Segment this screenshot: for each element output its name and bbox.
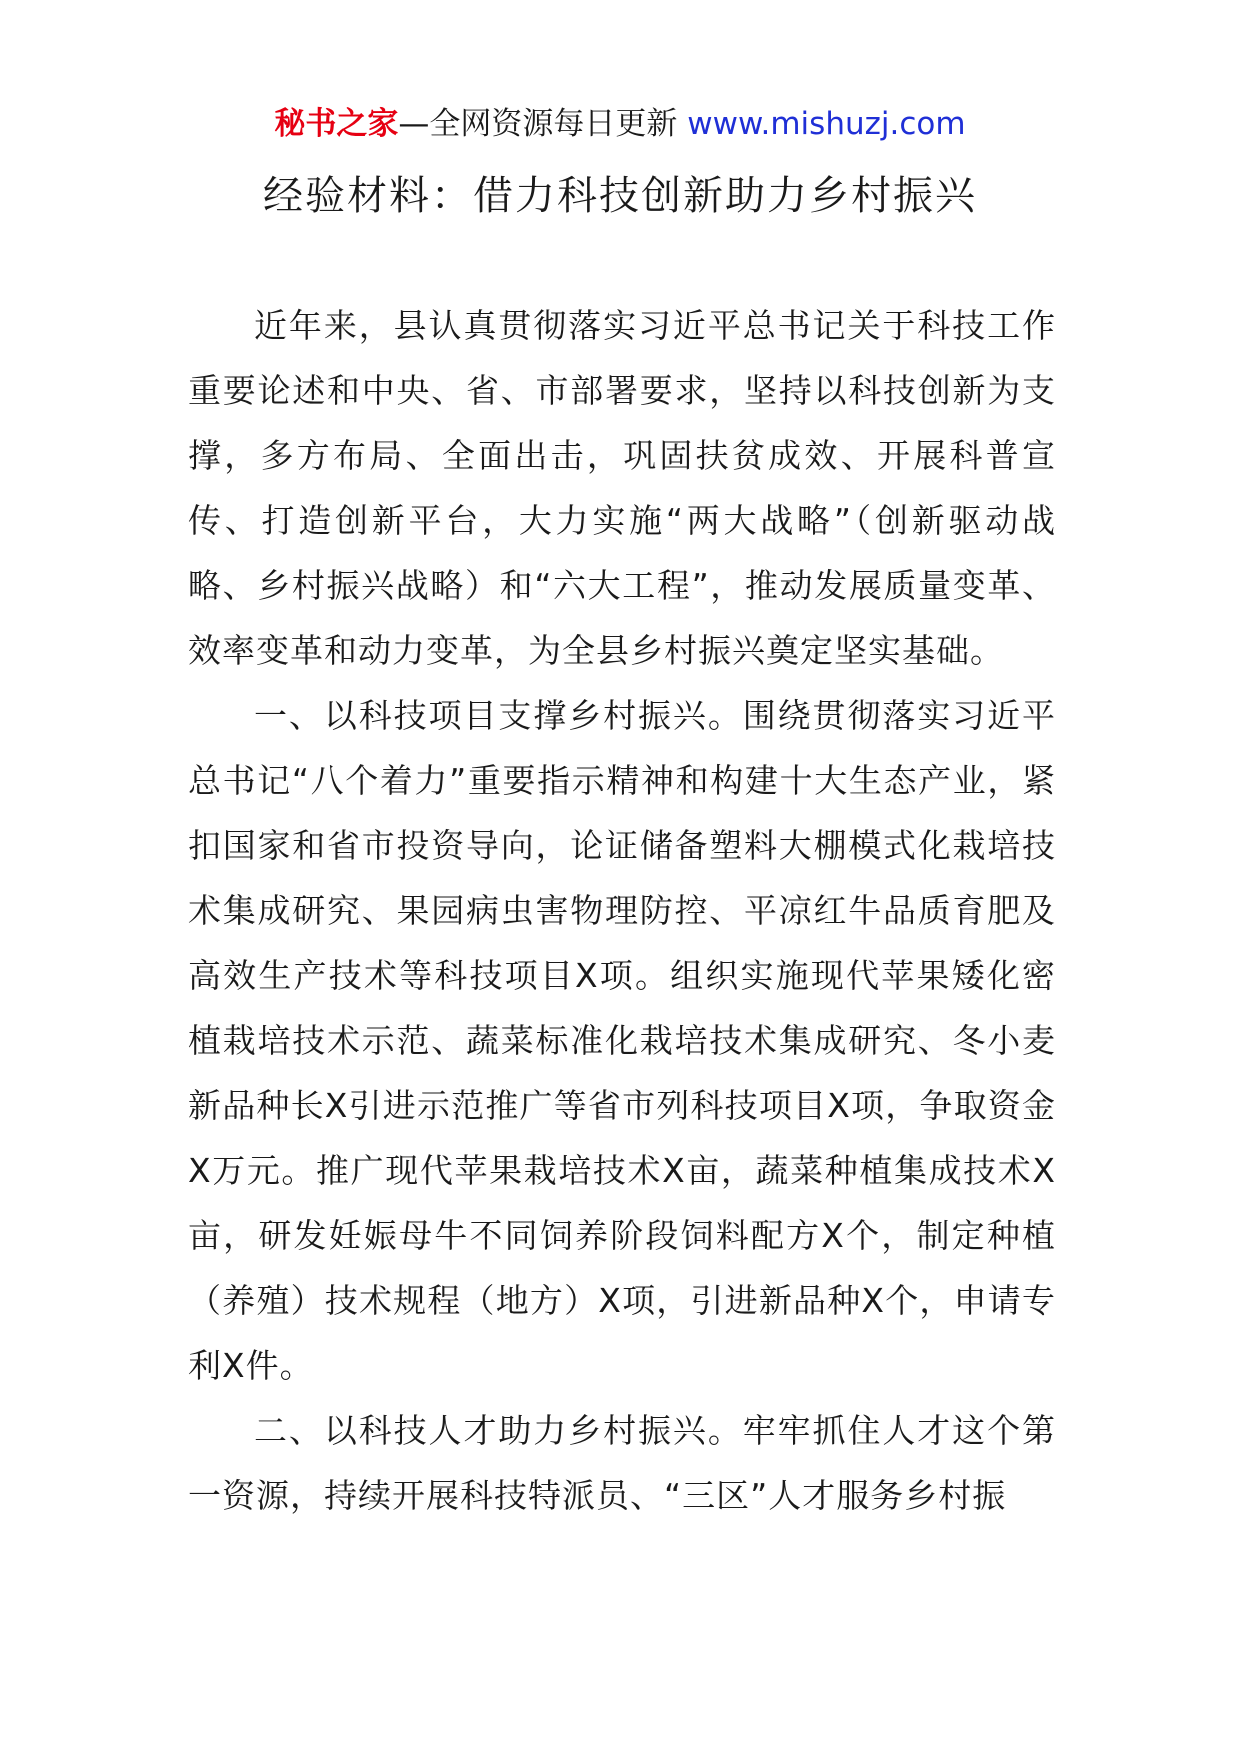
site-url-link[interactable]: www.mishuzj.com (687, 106, 966, 142)
paragraph-section-1: 一、以科技项目支撑乡村振兴。围绕贯彻落实习近平总书记“八个着力”重要指示精神和构建十大生态产业，紧扣国家和省市投资导向，论证储备塑料大棚模式化栽培技术集成研究、果园病虫害物理防控、平凉红牛品质育肥及高效生产技术等科技项目X项。组织实施现代苹果矮化密植栽培技术示范、蔬菜标准化栽培技术集成研究、冬小麦新品种长X引进示范推广等省市列科技项目X项，争取资金X万元。推广现代苹果栽培技术X亩，蔬菜种植集成技术X亩，研发妊娠母牛不同饲养阶段饲料配方X个，制定种植（养殖）技术规程（地方）X项，引进新品种X个，申请专利X件。 (188, 696, 1056, 1385)
brand-name: 秘书之家 (274, 106, 399, 142)
paragraph-intro: 近年来，县认真贯彻落实习近平总书记关于科技工作重要论述和中央、省、市部署要求，坚持以科技创新为支撑，多方布局、全面出击，巩固扶贫成效、开展科普宣传、打造创新平台，大力实施“两大战略”（创新驱动战略、乡村振兴战略）和“六大工程”，推动发展质量变革、效率变革和动力变革，为全县乡村振兴奠定坚实基础。 (188, 306, 1056, 670)
brand-tagline: —全网资源每日更新 (398, 106, 678, 142)
document-body (188, 293, 1056, 1528)
paragraph-section-2: 二、以科技人才助力乡村振兴。牢牢抓住人才这个第一资源，持续开展科技特派员、“三区”人才服务乡村振 (188, 1411, 1056, 1515)
document-title: 经验材料：借力科技创新助力乡村振兴 (263, 173, 977, 219)
site-header (0, 104, 1240, 144)
